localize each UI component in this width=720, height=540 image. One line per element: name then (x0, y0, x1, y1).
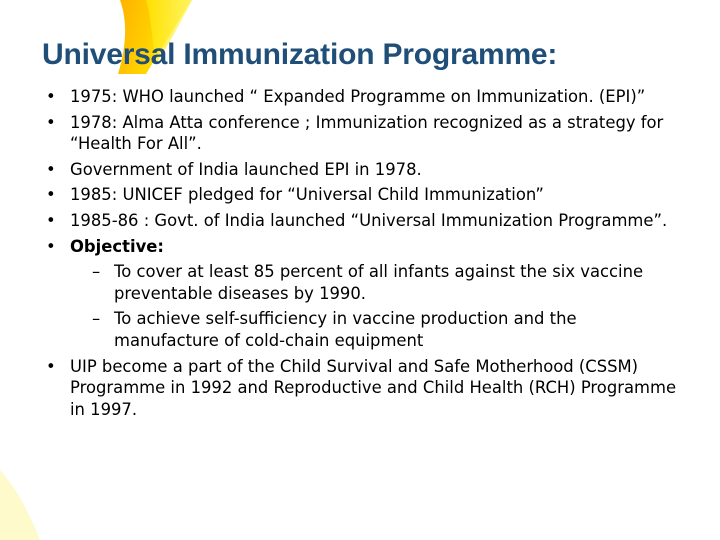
bullet-text: 1975: WHO launched “ Expanded Programme on Immunization. (EPI)” (70, 87, 646, 106)
bullet-text: Government of India launched EPI in 1978. (70, 159, 422, 179)
objective-label: Objective: (70, 236, 164, 256)
objective-item-coverage (70, 261, 686, 304)
bullet-item-1975 (46, 86, 686, 108)
bullet-item-epi-1978 (46, 159, 686, 181)
bullet-item-1985-86 (46, 210, 686, 232)
bullet-item-1985 (46, 184, 686, 206)
bullet-item-uip-cssm-rch (46, 356, 686, 421)
bullet-list (46, 86, 686, 424)
bullet-text: 1985: UNICEF pledged for “Universal Child Immunization” (70, 185, 544, 205)
sub-item-text: To cover at least 85 percent of all infants against the six vaccine preventable diseases by 1990. (114, 262, 644, 303)
bullet-item-1978 (46, 112, 686, 155)
bullet-text: 1978: Alma Atta conference ; Immunization recognized as a strategy for “Health For All”. (70, 112, 664, 154)
bullet-item-objective (46, 236, 686, 352)
objective-item-self-sufficiency (70, 308, 686, 351)
bullet-text: UIP become a part of the Child Survival and Safe Motherhood (CSSM) Programme in 1992 and Reproductive and Child Health (RCH) Programme in 1997. (70, 356, 677, 419)
sub-item-text: To achieve self-sufficiency in vaccine production and the manufacture of cold-chain equipment (114, 309, 577, 350)
slide-title: Universal Immunization Programme: (42, 38, 558, 71)
objective-sub-list (70, 261, 686, 351)
bullet-text: 1985-86 : Govt. of India launched “Universal Immunization Programme”. (70, 210, 668, 230)
